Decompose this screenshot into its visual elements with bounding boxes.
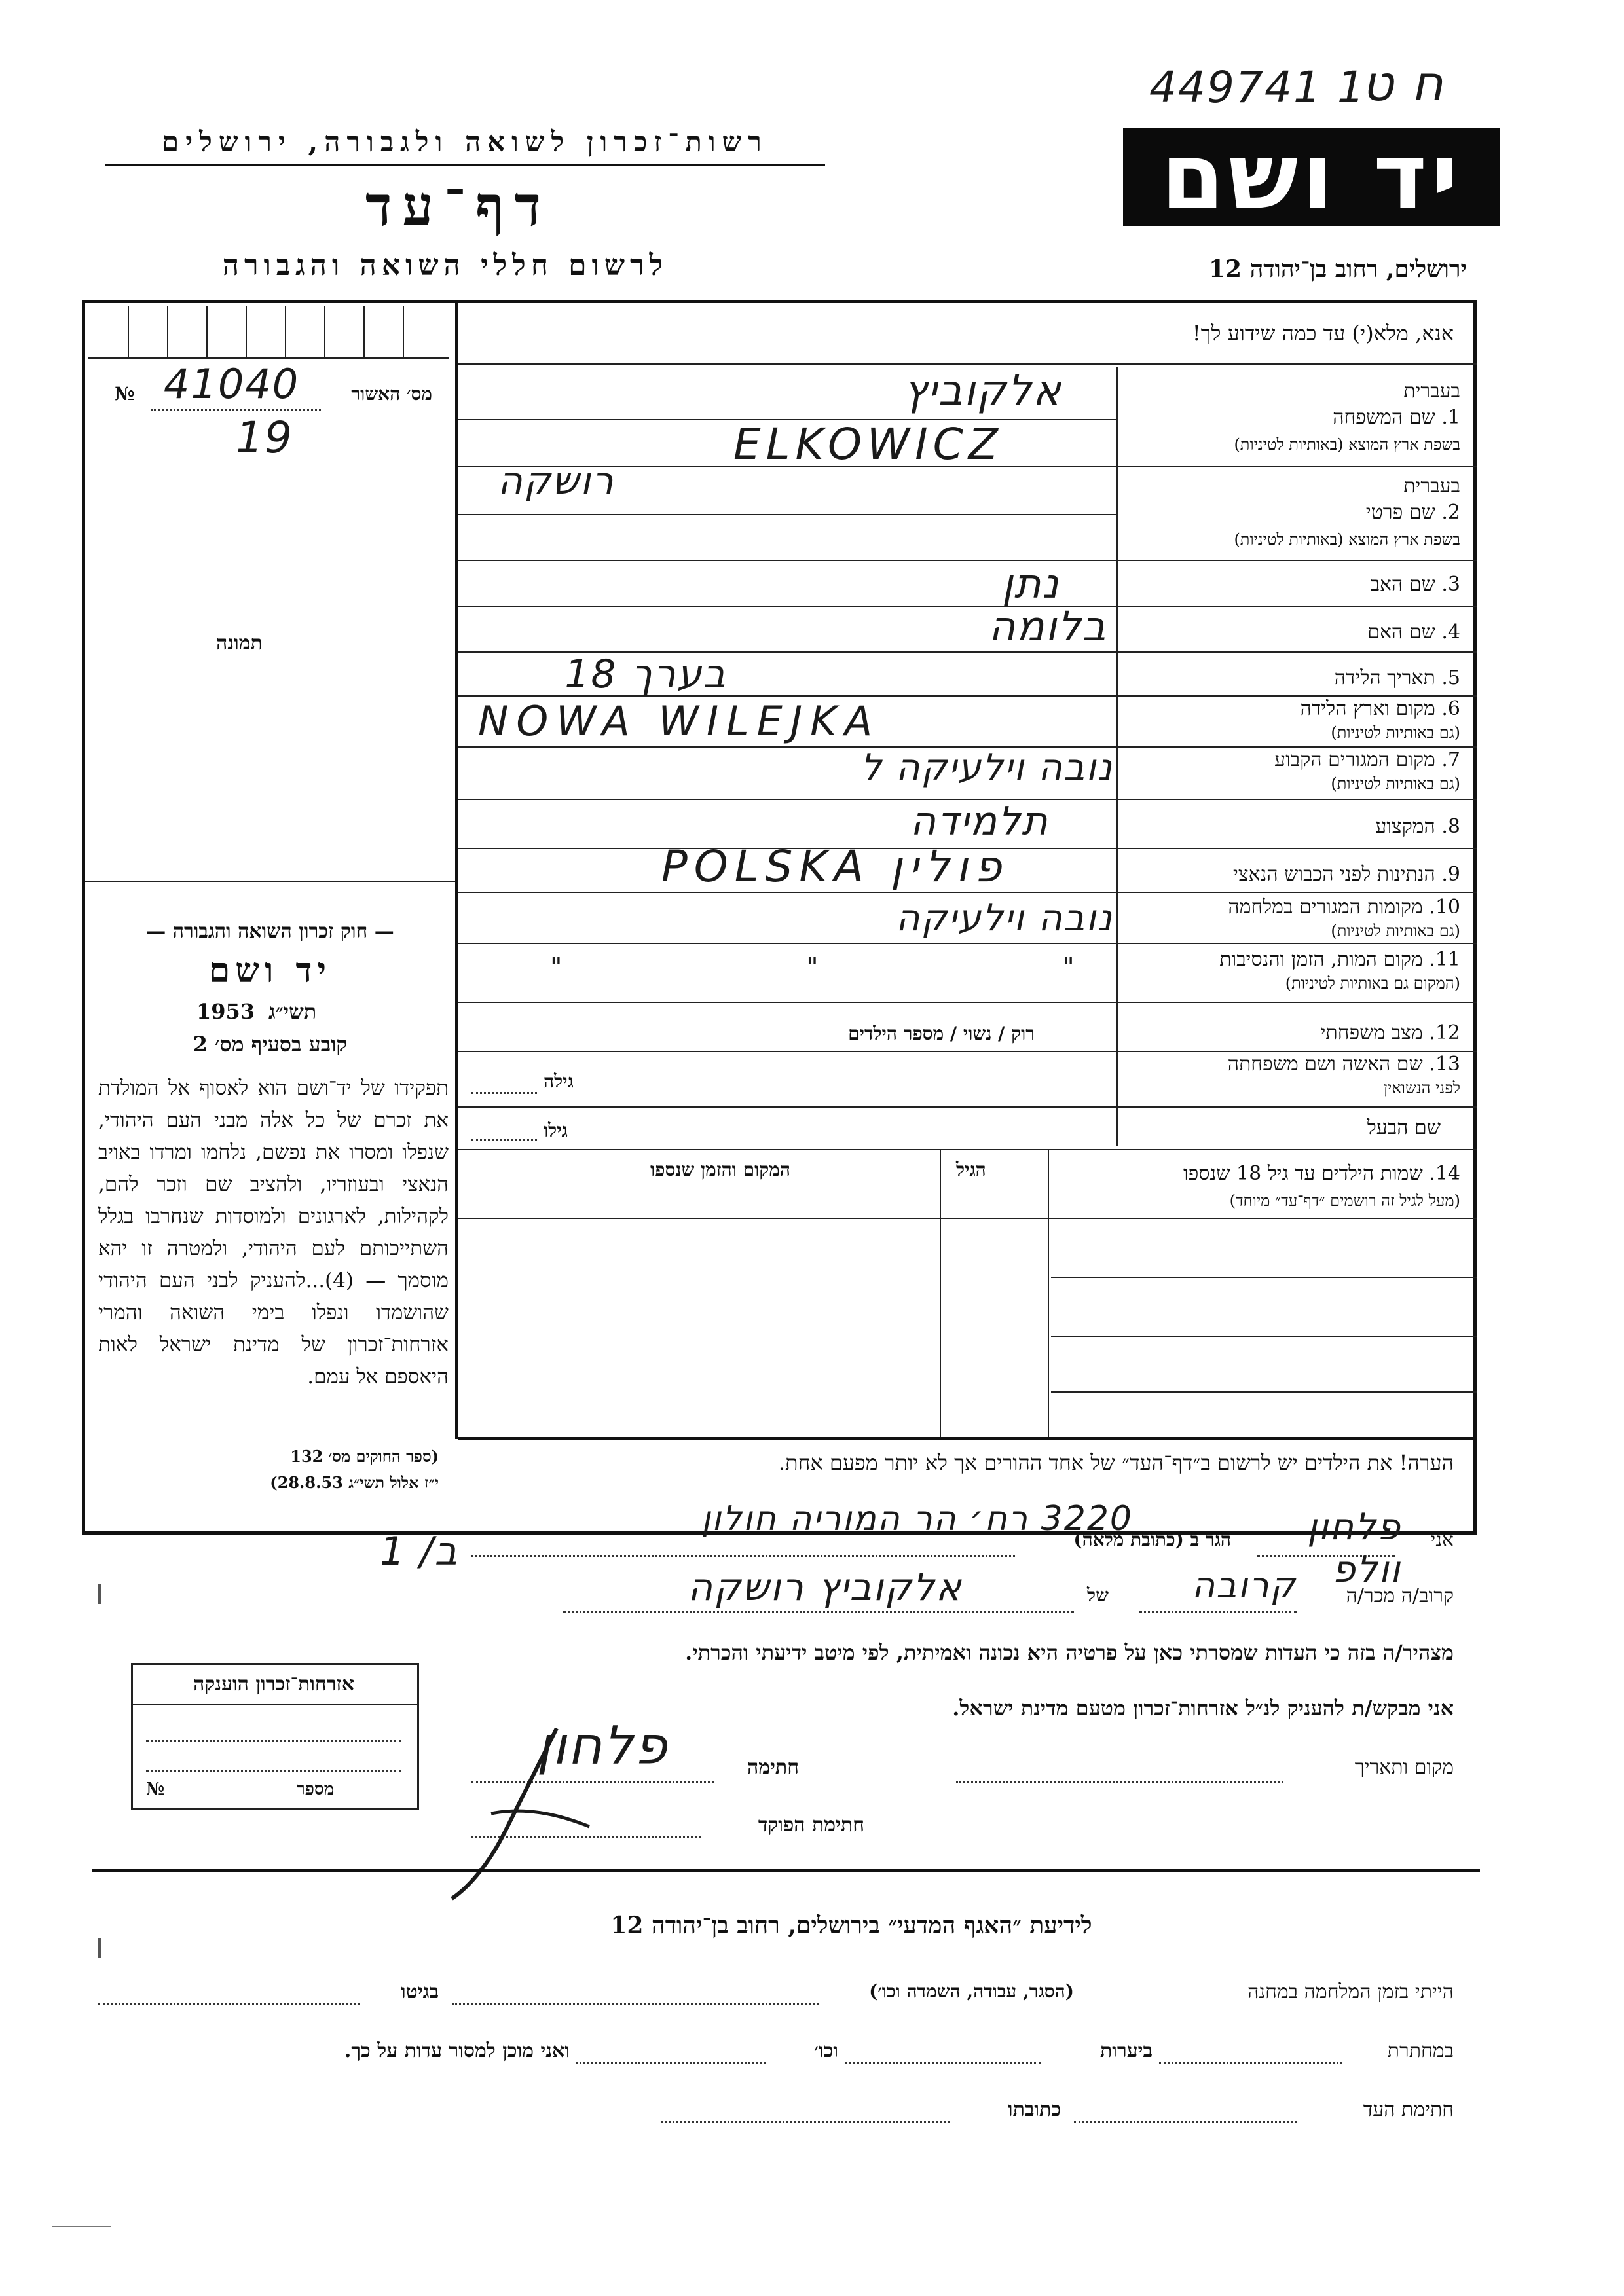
rule xyxy=(1051,1336,1477,1337)
field-2-sub: בשפת ארץ המוצא (באותיות לטיניות) xyxy=(1234,530,1460,549)
law-heading: — חוק זכרון השואה והגבורה — xyxy=(146,920,394,943)
form-instruction: אנא, מלא(י) עד כמה שידוע לך! xyxy=(1192,321,1454,346)
field-14-num: 14. xyxy=(1429,1162,1460,1185)
field-14-name: שמות הילדים עד גיל 18 שנספו xyxy=(1183,1162,1423,1185)
declarant-signature: פלחון xyxy=(536,1715,669,1776)
field-7-name: מקום המגורים הקבוע xyxy=(1274,748,1435,771)
footer-line3-b: כתובתו xyxy=(1007,2098,1061,2121)
scan-mark xyxy=(52,2226,111,2227)
field-3-name: שם האב xyxy=(1370,573,1435,596)
field-4-value: בלומה xyxy=(989,602,1107,650)
footer-line2-c: וכו׳ xyxy=(814,2039,838,2062)
field-6-value: NOWA WILEJKA xyxy=(478,697,881,745)
field-11-name: מקום המות, הזמן והנסיבות xyxy=(1219,948,1423,971)
field-2-name: שם פרטי xyxy=(1365,501,1435,524)
field-2-label xyxy=(1126,501,1460,524)
field-3-value: נתן xyxy=(1002,560,1060,608)
field-12-num: 12. xyxy=(1429,1021,1460,1044)
field-3-label xyxy=(1126,573,1460,596)
dots xyxy=(1139,1611,1297,1613)
field-9-num: 9. xyxy=(1441,863,1460,886)
rule xyxy=(1051,1277,1477,1278)
tick-cells xyxy=(88,306,449,359)
dots xyxy=(471,1555,1015,1557)
rule xyxy=(458,514,1116,515)
dots xyxy=(576,2062,766,2064)
field-8-value: תלמידה xyxy=(910,799,1049,845)
children-divider-1 xyxy=(1048,1149,1049,1437)
field-9-name: הנתינות לפני הכבוש הנאצי xyxy=(1233,863,1435,886)
page-title: דף־עד xyxy=(365,173,551,238)
photo-label: תמונה xyxy=(216,632,263,655)
field-4-name: שם האם xyxy=(1367,621,1435,644)
footer-line1-c: בגיטו xyxy=(400,1980,439,2003)
request-text: אני מבקש/ת להעניק לנ״ל אזרחות־זכרון מטעם מדינת ישראל. xyxy=(952,1696,1454,1721)
law-date: י״ז אלול תשי״ג 28.8.53) xyxy=(270,1473,439,1492)
field-7-value: נובה וילעיקה ל xyxy=(860,746,1113,789)
field-10-label xyxy=(1126,896,1460,919)
signature-label: חתימה xyxy=(747,1756,799,1779)
rule xyxy=(458,1106,1477,1108)
field-10-value: נובה וילעיקה xyxy=(896,897,1113,939)
relation-of-label: של xyxy=(1087,1584,1109,1606)
field-10-num: 10. xyxy=(1429,896,1460,919)
dots xyxy=(1074,2121,1297,2123)
field-2-lang: בעברית xyxy=(1403,475,1460,498)
field-13-sub: לפני הנשואין xyxy=(1383,1079,1460,1097)
rule xyxy=(458,363,1477,365)
dots xyxy=(452,2003,819,2005)
field-5-name: תאריך הלידה xyxy=(1334,666,1435,689)
rule xyxy=(1051,1391,1477,1393)
law-name: יד ושם xyxy=(208,951,332,991)
law-year-he: תשי״ג xyxy=(268,999,317,1024)
rule xyxy=(458,1218,1477,1219)
children-note: הערה! את הילדים יש לרשום ב״דף־העד״ של אחד ההורים אך לא יותר מפעם אחת. xyxy=(778,1450,1454,1475)
field-1-lang: בעברית xyxy=(1403,380,1460,403)
punch-mark xyxy=(98,1584,101,1604)
dots xyxy=(146,1770,401,1772)
law-source: (ספר החוקים מס׳ 132 xyxy=(290,1447,439,1466)
box-rule xyxy=(133,1704,417,1705)
citizenship-number-label: מספר xyxy=(297,1779,335,1799)
dots xyxy=(151,409,321,411)
field-7-num: 7. xyxy=(1441,748,1460,771)
rule xyxy=(458,892,1477,893)
field-1-value-latin: ELKOWICZ xyxy=(733,419,1003,469)
citizenship-number-sign: № xyxy=(146,1779,165,1799)
declarant-side-note: ב/ 1 xyxy=(380,1529,459,1575)
field-9-value: POLSKA פולין xyxy=(661,841,1008,892)
dots xyxy=(1159,2062,1342,2064)
rule xyxy=(458,1437,1477,1440)
field-5-label xyxy=(1126,666,1460,689)
declarant-address: 3220 רח׳ הר המוריה חולון xyxy=(701,1499,1133,1539)
approval-number: 41040 xyxy=(164,360,300,408)
dots xyxy=(471,1139,537,1141)
field-6-label xyxy=(1126,697,1460,720)
field-7-sub: (גם באותיות לטיניות) xyxy=(1331,774,1460,793)
field-1-label xyxy=(1126,406,1460,429)
relation-of-name: אלקוביץ רושקה xyxy=(688,1565,963,1609)
field-4-num: 4. xyxy=(1441,621,1460,644)
relation-label: קרוב/ה מכר/ה xyxy=(1346,1584,1454,1607)
field-11-num: 11. xyxy=(1429,948,1460,971)
children-divider-2 xyxy=(940,1149,941,1437)
field-14-label xyxy=(1054,1162,1460,1185)
footer-line3-a: חתימת העד xyxy=(1363,2098,1454,2121)
field-13-num: 13. xyxy=(1429,1053,1460,1076)
law-section: קובע בסעיף מס׳ 2 xyxy=(193,1032,348,1057)
field-2-value-he: רושקה xyxy=(498,458,615,503)
dots xyxy=(471,1092,537,1094)
header-address: ירושלים, רחוב בן־יהודה 12 xyxy=(1208,255,1467,283)
field-14-sub: (מעל לגיל זה רושמים ״דף־עד״ מיוחד) xyxy=(1229,1192,1460,1210)
field-10-sub: (גם באותיות לטיניות) xyxy=(1331,922,1460,940)
field-12-name: מצב משפחתי xyxy=(1320,1021,1423,1044)
document-number: 449741 1 xyxy=(1149,62,1366,113)
law-text: תפקידו של יד־ושם הוא לאסוף אל המולדת את זכרם של כל אלה מבני העם היהודי, שנפלו ומסרו את נפשם, נלחמו ומרדו באויב הנאצי ובעוזריו, ולהציב שם וזכר להם, לקהילות, לארגונים ולמוסדות שנחרבו בגלל השתייכותם לעם היהודי, ולמטרה זו יהא מוסמך — (4)...להעניק לבני העם היהודי שהושמדו ונפלו בימי השואה והמרי אזרחות־זכרון של מדינת ישראל לאות היאספם אל עמם. xyxy=(98,1076,449,1389)
field-12-label xyxy=(1126,1021,1460,1044)
field-5-num: 5. xyxy=(1441,666,1460,689)
rule xyxy=(92,1869,1480,1872)
field-11-value: " " " xyxy=(550,953,1192,983)
rule xyxy=(458,606,1477,607)
field-5-value: בערך 18 xyxy=(564,651,727,697)
dots xyxy=(98,2003,360,2005)
left-column-divider xyxy=(455,300,458,1439)
dots xyxy=(845,2062,1041,2064)
header-rule xyxy=(105,164,825,166)
field-10-name: מקומות המגורים במלחמה xyxy=(1228,896,1423,919)
footer-line2-d: ואני מוכן למסור עדות על כך. xyxy=(344,2039,570,2062)
approval-label: מס׳ האשור xyxy=(351,383,432,405)
field-6-name: מקום וארץ הלידה xyxy=(1300,697,1435,720)
children-col-age: הגיל xyxy=(956,1159,986,1180)
footer-line1-a: הייתי בזמן המלחמה במחנה xyxy=(1247,1980,1454,2003)
punch-mark xyxy=(98,1938,101,1958)
field-1-num: 1. xyxy=(1441,406,1460,429)
field-8-name: המקצוע xyxy=(1375,815,1435,838)
officer-signature-label: חתימת הפוקד xyxy=(758,1813,864,1836)
approval-sign: № xyxy=(115,383,135,405)
field-13-label xyxy=(1126,1053,1460,1076)
organization-line: רשות־זכרון לשואה ולגבורה, ירושלים xyxy=(162,126,768,158)
field-1-value-he: אלקוביץ xyxy=(904,367,1062,415)
wife-age-label: גילה xyxy=(544,1070,574,1092)
signature-stroke xyxy=(393,1715,602,1912)
field-1-name: שם המשפחה xyxy=(1333,406,1435,429)
declarant-i-label: אני xyxy=(1430,1529,1454,1552)
field-11-sub: (המקום גם באותיות לטיניות) xyxy=(1285,974,1460,993)
dots xyxy=(146,1740,401,1742)
footer-line2-b: ביערות xyxy=(1099,2039,1153,2062)
field-4-label xyxy=(1126,621,1460,644)
field-3-num: 3. xyxy=(1441,573,1460,596)
document-code: ח ט xyxy=(1362,56,1445,112)
marital-options: רוק / נשוי / מספר הילדים xyxy=(848,1023,1035,1044)
rule xyxy=(458,1002,1477,1003)
rule xyxy=(458,943,1477,944)
dots xyxy=(956,1781,1283,1783)
field-2-num: 2. xyxy=(1441,501,1460,524)
declaration-text: מצהיר/ה בזה כי העדות שמסרתי כאן על פרטיה היא נכונה ואמיתית, לפי מיטב ידיעתי והכרתי. xyxy=(685,1640,1454,1665)
citizenship-box-title: אזרחות־זכרון הוענקה xyxy=(193,1673,355,1696)
field-9-label xyxy=(1126,863,1460,886)
field-7-label xyxy=(1126,748,1460,771)
place-date-label: מקום ותאריך xyxy=(1354,1756,1454,1779)
husband-age-label: גילו xyxy=(544,1120,568,1141)
declarant-dweller-label: הגר ב (כתובת מלאה) xyxy=(1073,1529,1231,1550)
footer-line1-b: (הסגר, עבודה, השמדה וכו׳) xyxy=(869,1980,1074,2002)
field-8-label xyxy=(1126,815,1460,838)
footer-heading: לידיעת ״האגף המדעי״ בירושלים, רחוב בן־יהודה 12 xyxy=(610,1912,1092,1939)
rule xyxy=(458,560,1477,561)
field-8-num: 8. xyxy=(1441,815,1460,838)
page-subtitle: לרשום חללי השואה והגבורה xyxy=(222,249,669,282)
citizenship-box xyxy=(131,1663,419,1810)
field-6-num: 6. xyxy=(1441,697,1460,720)
dots xyxy=(563,1611,1074,1613)
husband-label: שם הבעל xyxy=(1367,1116,1441,1139)
field-13-name: שם האשה ושם משפחתה xyxy=(1227,1053,1423,1076)
field-1-sub: בשפת ארץ המוצא (באותיות לטיניות) xyxy=(1234,435,1460,454)
rule xyxy=(458,1149,1477,1150)
children-col-place: המקום והזמן שנספו xyxy=(650,1159,790,1180)
relation-value: קרובה xyxy=(1191,1565,1297,1606)
yad-vashem-logo: יד ושם xyxy=(1123,128,1500,226)
approval-sub: 19 xyxy=(236,412,293,463)
law-year: 1953 xyxy=(196,999,255,1024)
dots xyxy=(661,2121,950,2123)
declarant-name: פלחון וולפ xyxy=(1307,1506,1401,1591)
footer-line2-a: במחתרת xyxy=(1387,2039,1454,2062)
rule xyxy=(458,1051,1477,1052)
rule xyxy=(85,881,455,882)
field-6-sub: (גם באותיות לטיניות) xyxy=(1331,723,1460,742)
label-column-divider xyxy=(1116,367,1118,1146)
